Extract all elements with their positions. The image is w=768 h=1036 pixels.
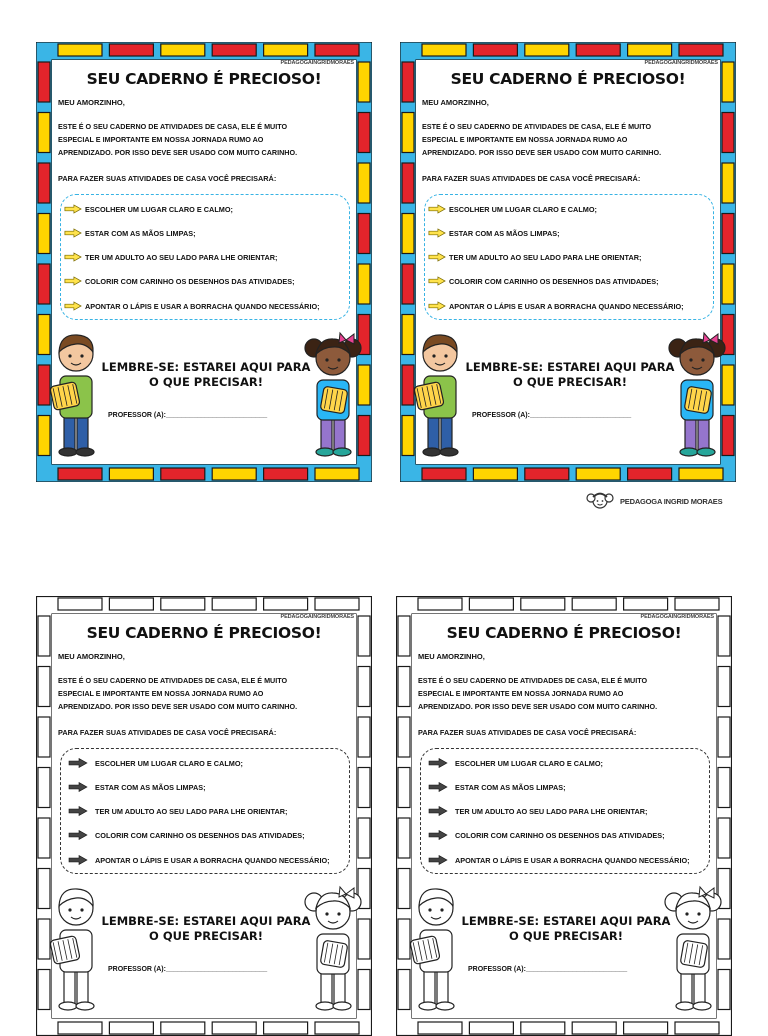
frame-brick [398,818,410,858]
checklist-item [428,202,597,216]
frame-brick [358,818,370,858]
frame-brick [315,44,359,56]
need-text: PARA FAZER SUAS ATIVIDADES DE CASA VOCÊ PRECISARÁ: [58,728,277,737]
greeting: MEU AMORZINHO, [418,652,485,661]
credit-tag: PEDAGOGAINGRIDMORAES [644,60,718,66]
arrow-icon [64,276,82,286]
girl-with-notebook-illustration [662,884,724,1016]
frame-brick [679,468,723,480]
intro-line: ESTE É O SEU CADERNO DE ATIVIDADES DE CASA, ELE É MUITO [58,122,288,131]
frame-brick [358,667,370,707]
arrow-icon [428,782,448,792]
checklist-item [428,299,684,313]
checklist-item [64,202,233,216]
teacher-label: PROFESSOR (A):__________________________ [108,412,268,419]
boy-figure [410,330,472,467]
remember-line: O QUE PRECISAR! [149,929,263,943]
checklist-item [64,274,295,288]
notebook-card-gray-2 [396,596,732,1036]
frame-brick [38,264,50,304]
checklist-item-text: APONTAR O LÁPIS E USAR A BORRACHA QUANDO NECESSÁRIO; [85,301,320,311]
card-inner [412,614,716,1018]
frame-brick [358,717,370,757]
frame-brick [525,468,569,480]
frame-brick [38,163,50,203]
card-title: SEU CADERNO É PRECIOSO! [446,624,682,642]
frame-brick [212,468,256,480]
teacher-label: PROFESSOR (A):__________________________ [108,966,268,973]
remember-line: O QUE PRECISAR! [513,375,627,389]
arrow-icon [428,204,446,214]
arrow-icon [428,758,448,768]
arrow-icon [68,806,88,816]
frame-brick [398,717,410,757]
frame-brick [525,44,569,56]
intro-line: APRENDIZADO. POR ISSO DEVE SER USADO COM MUITO CARINHO. [422,148,662,157]
checklist-item-text: APONTAR O LÁPIS E USAR A BORRACHA QUANDO NECESSÁRIO; [95,855,330,865]
arrow-icon [64,228,82,238]
frame-brick [58,598,102,610]
arrow-icon [428,806,448,816]
card-title: SEU CADERNO É PRECIOSO! [450,70,686,88]
frame-brick [358,768,370,808]
arrow-icon [64,301,82,311]
intro-line: ESTE É O SEU CADERNO DE ATIVIDADES DE CASA, ELE É MUITO [58,676,288,685]
frame-brick [402,62,414,102]
intro-line: APRENDIZADO. POR ISSO DEVE SER USADO COM MUITO CARINHO. [418,702,658,711]
checklist-item-text: COLORIR COM CARINHO OS DESENHOS DAS ATIVIDADES; [449,276,659,286]
girl-with-notebook-illustration [666,330,728,462]
checklist-item-text: TER UM ADULTO AO SEU LADO PARA LHE ORIENTAR; [455,806,648,816]
remember-line: LEMBRE-SE: ESTAREI AQUI PARA [101,360,311,374]
arrow-icon [428,228,446,238]
frame-brick [358,264,370,304]
checklist-item-text: APONTAR O LÁPIS E USAR A BORRACHA QUANDO NECESSÁRIO; [449,301,684,311]
checklist-item-text: ESCOLHER UM LUGAR CLARO E CALMO; [85,204,233,214]
remember-line: LEMBRE-SE: ESTAREI AQUI PARA [461,914,671,928]
frame-brick [38,616,50,656]
need-text: PARA FAZER SUAS ATIVIDADES DE CASA VOCÊ PRECISARÁ: [422,174,641,183]
frame-brick [402,163,414,203]
greeting: MEU AMORZINHO, [58,98,125,107]
teacher-label: PROFESSOR (A):__________________________ [468,966,628,973]
intro-line: APRENDIZADO. POR ISSO DEVE SER USADO COM MUITO CARINHO. [58,702,298,711]
remember-line: LEMBRE-SE: ESTAREI AQUI PARA [101,914,311,928]
frame-brick [38,62,50,102]
frame-brick [718,768,730,808]
frame-brick [398,616,410,656]
remember-text [96,360,316,390]
checklist-item [64,299,320,313]
girl-figure [302,884,364,1021]
credit-tag: PEDAGOGAINGRIDMORAES [280,60,354,66]
girl-figure [302,330,364,467]
frame-brick [358,163,370,203]
remember-line: O QUE PRECISAR! [509,929,623,943]
frame-brick [58,468,102,480]
frame-brick [38,768,50,808]
greeting: MEU AMORZINHO, [422,98,489,107]
intro-line: ESPECIAL E IMPORTANTE EM NOSSA JORNADA RUMO AO [418,689,624,698]
checklist-item-text: COLORIR COM CARINHO OS DESENHOS DAS ATIVIDADES; [85,276,295,286]
intro-line: ESPECIAL E IMPORTANTE EM NOSSA JORNADA RUMO AO [58,689,264,698]
arrow-icon [428,855,448,865]
frame-brick [315,468,359,480]
checklist-item-text: COLORIR COM CARINHO OS DESENHOS DAS ATIVIDADES; [455,830,665,840]
boy-with-notebook-illustration [46,330,108,462]
checklist-item [428,780,566,794]
frame-brick [161,468,205,480]
arrow-icon [64,252,82,262]
card-inner [52,614,356,1018]
frame-brick [38,667,50,707]
remember-text [460,360,680,390]
intro-line: ESTE É O SEU CADERNO DE ATIVIDADES DE CASA, ELE É MUITO [422,122,652,131]
arrow-icon [428,301,446,311]
frame-brick [398,768,410,808]
frame-brick [718,717,730,757]
boy-figure [46,884,108,1021]
frame-brick [38,717,50,757]
frame-brick [521,598,565,610]
remember-line: LEMBRE-SE: ESTAREI AQUI PARA [465,360,675,374]
boy-figure [46,330,108,467]
footer-logo-text: PEDAGOGA INGRID MORAES [620,496,723,506]
frame-brick [718,818,730,858]
frame-brick [473,468,517,480]
frame-brick [358,616,370,656]
frame-brick [212,44,256,56]
girl-with-notebook-illustration [302,884,364,1016]
checklist-item [428,828,665,842]
boy-with-notebook-illustration [406,884,468,1016]
notebook-card-color-1 [36,42,372,482]
frame-brick [469,598,513,610]
girl-face-logo-icon [584,490,616,512]
frame-brick [38,818,50,858]
checklist-item [428,226,560,240]
frame-brick [109,44,153,56]
arrow-icon [428,276,446,286]
frame-brick [628,468,672,480]
frame-brick [722,163,734,203]
frame-brick [718,667,730,707]
frame-brick [418,598,462,610]
frame-brick [161,44,205,56]
checklist-item [428,804,647,818]
checklist-item-text: APONTAR O LÁPIS E USAR A BORRACHA QUANDO NECESSÁRIO; [455,855,690,865]
checklist-item-text: ESTAR COM AS MÃOS LIMPAS; [85,228,196,238]
boy-with-notebook-illustration [46,884,108,1016]
card-inner [52,60,356,464]
footer-logo [584,490,722,512]
frame-brick [264,44,308,56]
remember-text [456,914,676,944]
need-text: PARA FAZER SUAS ATIVIDADES DE CASA VOCÊ PRECISARÁ: [418,728,637,737]
frame-brick [358,113,370,153]
frame-brick [576,44,620,56]
arrow-icon [68,782,88,792]
frame-brick [628,44,672,56]
frame-brick [722,264,734,304]
intro-line: ESPECIAL E IMPORTANTE EM NOSSA JORNADA RUMO AO [422,135,628,144]
checklist-item [68,780,206,794]
checklist-item-text: TER UM ADULTO AO SEU LADO PARA LHE ORIENTAR; [449,252,642,262]
frame-brick [38,214,50,254]
frame-brick [624,598,668,610]
checklist-item [68,804,287,818]
checklist-item [428,756,603,770]
frame-brick [315,598,359,610]
teacher-label: PROFESSOR (A):__________________________ [472,412,632,419]
checklist-item-text: ESTAR COM AS MÃOS LIMPAS; [455,782,566,792]
frame-brick [402,113,414,153]
arrow-icon [68,758,88,768]
credit-tag: PEDAGOGAINGRIDMORAES [640,614,714,620]
checklist-item [428,274,659,288]
card-inner [416,60,720,464]
frame-brick [402,264,414,304]
frame-brick [402,214,414,254]
arrow-icon [68,830,88,840]
card-title: SEU CADERNO É PRECIOSO! [86,624,322,642]
frame-brick [576,468,620,480]
frame-brick [422,44,466,56]
checklist-item-text: COLORIR COM CARINHO OS DESENHOS DAS ATIVIDADES; [95,830,305,840]
frame-brick [422,468,466,480]
girl-figure [662,884,724,1021]
checklist-item-text: ESTAR COM AS MÃOS LIMPAS; [95,782,206,792]
checklist-item-text: ESCOLHER UM LUGAR CLARO E CALMO; [95,758,243,768]
checklist-item [68,756,243,770]
checklist-item-text: ESCOLHER UM LUGAR CLARO E CALMO; [449,204,597,214]
checklist-item-text: TER UM ADULTO AO SEU LADO PARA LHE ORIENTAR; [95,806,288,816]
intro-line: ESPECIAL E IMPORTANTE EM NOSSA JORNADA RUMO AO [58,135,264,144]
frame-brick [679,44,723,56]
frame-brick [398,667,410,707]
notebook-card-color-2 [400,42,736,482]
intro-line: ESTE É O SEU CADERNO DE ATIVIDADES DE CASA, ELE É MUITO [418,676,648,685]
arrow-icon [428,830,448,840]
checklist-item [428,250,641,264]
checklist-item-text: TER UM ADULTO AO SEU LADO PARA LHE ORIENTAR; [85,252,278,262]
card-title: SEU CADERNO É PRECIOSO! [86,70,322,88]
frame-brick [212,598,256,610]
intro-paragraph [58,674,350,713]
remember-line: O QUE PRECISAR! [149,375,263,389]
checklist-item-text: ESCOLHER UM LUGAR CLARO E CALMO; [455,758,603,768]
boy-with-notebook-illustration [410,330,472,462]
frame-brick [264,598,308,610]
intro-paragraph [58,120,350,159]
frame-brick [572,598,616,610]
frame-brick [358,214,370,254]
arrow-icon [428,252,446,262]
frame-brick [675,598,719,610]
frame-brick [722,214,734,254]
intro-paragraph [422,120,714,159]
need-text: PARA FAZER SUAS ATIVIDADES DE CASA VOCÊ PRECISARÁ: [58,174,277,183]
greeting: MEU AMORZINHO, [58,652,125,661]
checklist-item [68,853,330,867]
intro-line: APRENDIZADO. POR ISSO DEVE SER USADO COM MUITO CARINHO. [58,148,298,157]
frame-brick [38,113,50,153]
remember-text [96,914,316,944]
intro-paragraph [418,674,710,713]
arrow-icon [68,855,88,865]
boy-figure [406,884,468,1021]
frame-brick [473,44,517,56]
checklist-item-text: ESTAR COM AS MÃOS LIMPAS; [449,228,560,238]
frame-brick [109,598,153,610]
checklist-item [68,828,305,842]
girl-figure [666,330,728,467]
frame-brick [358,62,370,102]
credit-tag: PEDAGOGAINGRIDMORAES [280,614,354,620]
checklist-item [64,226,196,240]
girl-with-notebook-illustration [302,330,364,462]
notebook-card-gray-1 [36,596,372,1036]
frame-brick [722,113,734,153]
frame-brick [58,44,102,56]
arrow-icon [64,204,82,214]
checklist-item [64,250,277,264]
frame-brick [264,468,308,480]
checklist-item [428,853,690,867]
frame-brick [161,598,205,610]
frame-brick [718,616,730,656]
frame-brick [109,468,153,480]
frame-brick [722,62,734,102]
